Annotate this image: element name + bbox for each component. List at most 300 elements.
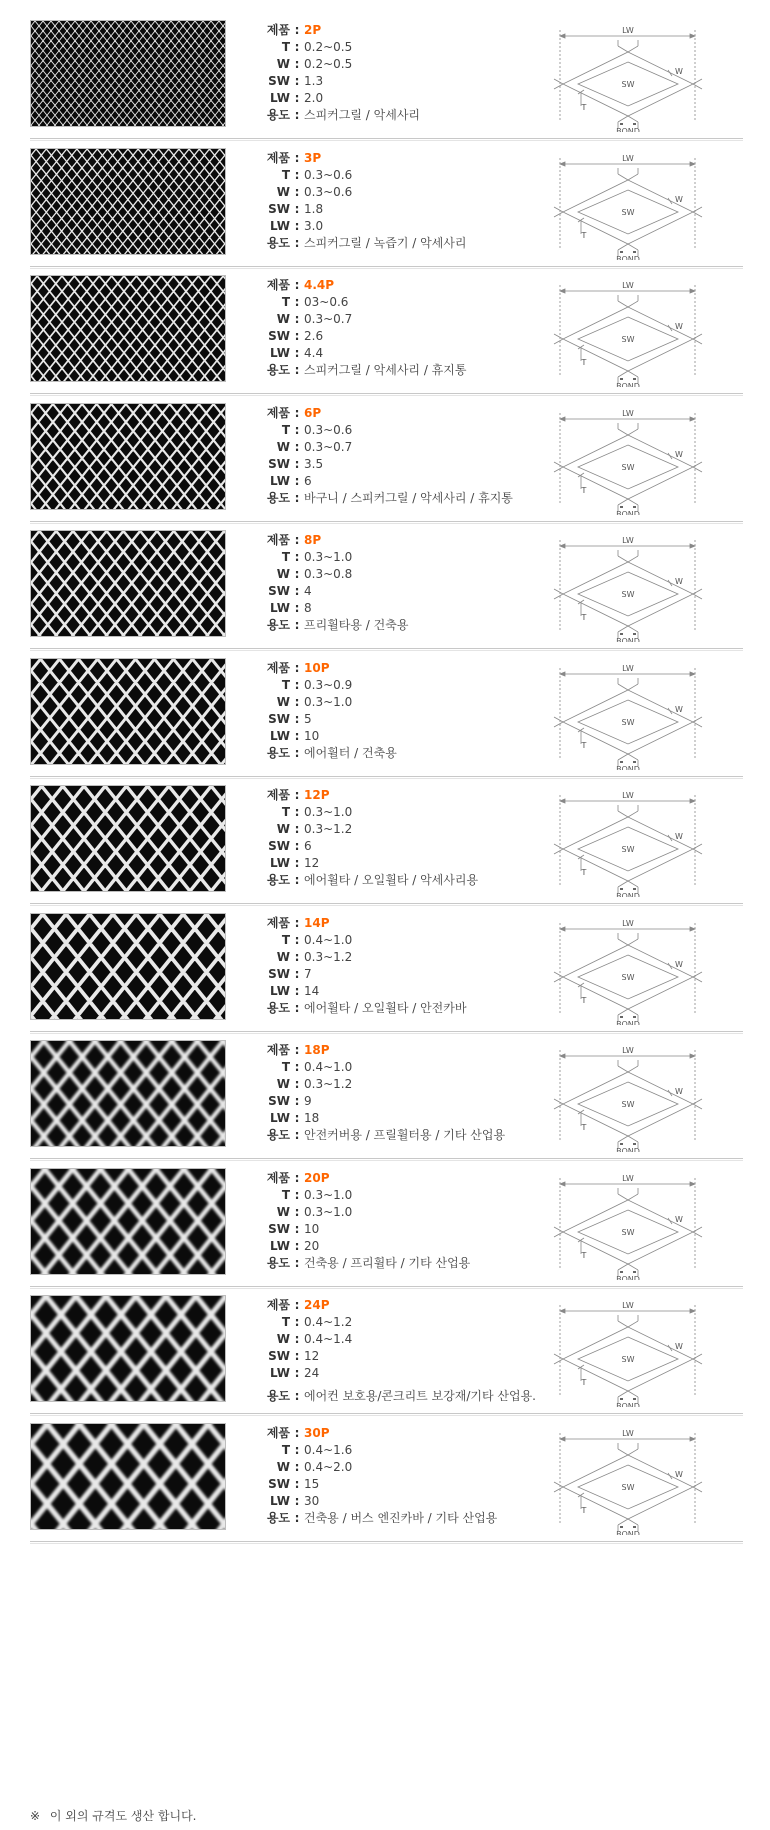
spec-product-name-value: 10P — [304, 660, 330, 675]
spec-thickness-line — [250, 677, 580, 694]
colon: : — [294, 533, 300, 547]
spec-width-key: W — [276, 567, 290, 581]
spec-usage-line — [250, 872, 580, 889]
colon: : — [294, 346, 300, 360]
spec-width-key: W — [276, 1204, 290, 1219]
spec-usage-line — [250, 1510, 580, 1527]
spec-long-way-value: 8 — [304, 601, 312, 615]
spec-thickness-key: T — [281, 550, 290, 564]
spec-product-name-key: 제품 — [266, 1298, 290, 1312]
spec-width-value: 0.3~0.7 — [304, 439, 353, 454]
diagram-frame — [548, 1032, 713, 1152]
spec-long-way-value: 20 — [304, 1238, 320, 1253]
diagram-t-label: T — [581, 613, 587, 622]
colon: : — [294, 490, 300, 505]
colon: : — [294, 201, 300, 216]
colon: : — [294, 1170, 300, 1185]
colon: : — [294, 456, 300, 471]
diagram-frame — [548, 140, 713, 260]
spec-long-way-line — [250, 983, 580, 1000]
colon: : — [294, 1315, 300, 1329]
mesh-photo-frame — [30, 148, 226, 255]
colon: : — [294, 822, 300, 836]
spec-short-way-value: 2.6 — [304, 329, 324, 343]
spec-product-name-value: 2P — [304, 23, 322, 37]
diagram-w-label: W — [675, 1469, 683, 1479]
diagram-sw-label: SW — [621, 80, 635, 89]
spec-long-way-value: 14 — [304, 983, 320, 998]
spec-width-key: W — [276, 1459, 290, 1474]
diagram-w-label: W — [675, 1342, 683, 1351]
spec-width-line — [250, 1331, 580, 1348]
spec-usage-line — [250, 107, 580, 124]
spec-long-way-key: LW — [270, 1111, 290, 1125]
spec-usage-line — [250, 745, 580, 762]
footnote — [30, 1807, 196, 1824]
spec-usage-key: 용도 — [266, 108, 290, 122]
spec-short-way-value: 3.5 — [304, 456, 324, 471]
diagram-w-label: W — [675, 194, 683, 204]
spec-short-way-key: SW — [268, 329, 290, 343]
spec-usage-value: 에어휠타 / 오일휠타 / 안전카바 — [304, 1000, 467, 1015]
colon: : — [294, 915, 300, 930]
mesh-cell-diagram — [548, 522, 713, 642]
spec-usage-line — [250, 1127, 580, 1144]
diagram-bond-label: BOND — [616, 1402, 640, 1407]
mesh-photo-frame — [30, 1423, 226, 1530]
spec-width-value: 0.3~0.8 — [304, 567, 353, 581]
spec-thickness-line — [250, 294, 580, 311]
colon: : — [294, 1442, 300, 1457]
colon: : — [294, 1510, 300, 1525]
diagram-lw-label: LW — [622, 408, 634, 418]
mesh-photo-frame — [30, 1040, 226, 1147]
diagram-t-label: T — [581, 995, 587, 1005]
colon: : — [294, 57, 300, 71]
colon: : — [294, 1298, 300, 1312]
diagram-w-label: W — [675, 1087, 683, 1096]
colon: : — [294, 1425, 300, 1440]
colon: : — [294, 932, 300, 947]
spec-usage-line — [250, 1000, 580, 1017]
spec-long-way-line — [250, 90, 580, 107]
spec-width-line — [250, 56, 580, 73]
spec-product-name-value: 4.4P — [304, 278, 335, 292]
spec-product-name-value: 30P — [304, 1425, 330, 1440]
colon: : — [294, 1111, 300, 1125]
spec-thickness-line — [250, 932, 580, 949]
spec-long-way-value: 24 — [304, 1366, 320, 1380]
spec-product-name-line — [250, 405, 580, 422]
colon: : — [294, 677, 300, 692]
spec-short-way-value: 10 — [304, 1221, 320, 1236]
product-row — [0, 658, 770, 768]
colon: : — [294, 1000, 300, 1015]
spec-thickness-key: T — [281, 1187, 290, 1202]
colon: : — [294, 278, 300, 292]
mesh-photo — [31, 276, 225, 381]
diagram-lw-label: LW — [622, 1301, 634, 1310]
colon: : — [294, 312, 300, 326]
spec-short-way-value: 5 — [304, 711, 312, 726]
mesh-cell-diagram — [548, 1032, 713, 1152]
spec-thickness-value: 0.3~0.6 — [304, 422, 353, 437]
colon: : — [294, 1493, 300, 1508]
spec-usage-value: 안전커버용 / 프릴휠터용 / 기타 산업용 — [304, 1128, 506, 1142]
product-row — [0, 1423, 770, 1533]
mesh-photo-frame — [30, 1295, 226, 1402]
spec-usage-line — [250, 235, 580, 252]
mesh-photo — [31, 786, 225, 891]
spec-width-value: 0.4~2.0 — [304, 1459, 353, 1474]
diagram-t-label: T — [581, 485, 587, 495]
colon: : — [294, 1060, 300, 1074]
colon: : — [294, 788, 300, 802]
mesh-photo-frame — [30, 785, 226, 892]
spec-usage-key: 용도 — [266, 363, 290, 377]
spec-width-line — [250, 1204, 580, 1221]
mesh-photo-frame — [30, 275, 226, 382]
colon: : — [294, 1389, 300, 1403]
spec-width-key: W — [276, 694, 290, 709]
colon: : — [294, 1476, 300, 1491]
spec-product-name-key: 제품 — [266, 278, 290, 292]
mesh-photo — [31, 21, 225, 126]
spec-width-value: 0.3~1.2 — [304, 1077, 353, 1091]
spec-short-way-line — [250, 328, 580, 345]
spec-width-line — [250, 439, 580, 456]
colon: : — [294, 1459, 300, 1474]
spec-long-way-line — [250, 1493, 580, 1510]
colon: : — [294, 363, 300, 377]
diagram-w-label: W — [675, 449, 683, 459]
spec-long-way-line — [250, 600, 580, 617]
spec-long-way-line — [250, 473, 580, 490]
spec-short-way-line — [250, 1476, 580, 1493]
diagram-bond-label: BOND — [616, 1274, 640, 1280]
mesh-cell-diagram — [548, 140, 713, 260]
mesh-photo-frame — [30, 403, 226, 510]
spec-short-way-value: 1.8 — [304, 201, 324, 216]
spec-product-name-line — [250, 1042, 580, 1059]
spec-usage-key: 용도 — [266, 1389, 290, 1403]
spec-product-name-line — [250, 787, 580, 804]
diagram-lw-label: LW — [622, 918, 634, 928]
spec-product-name-value: 18P — [304, 1043, 330, 1057]
mesh-photo — [31, 914, 225, 1019]
spec-product-name-key: 제품 — [266, 1043, 290, 1057]
spec-long-way-key: LW — [270, 473, 290, 488]
diagram-sw-label: SW — [621, 717, 635, 727]
spec-short-way-value: 4 — [304, 584, 312, 598]
spec-usage-value: 에어컨 보호용/콘크리트 보강재/기타 산업용. — [304, 1389, 537, 1403]
spec-thickness-key: T — [281, 422, 290, 437]
colon: : — [294, 711, 300, 726]
spec-block — [250, 915, 580, 1017]
diagram-lw-label: LW — [622, 663, 634, 673]
spec-thickness-key: T — [281, 40, 290, 54]
colon: : — [294, 1238, 300, 1253]
spec-width-line — [250, 311, 580, 328]
spec-usage-value: 건축용 / 프리휠타 / 기타 산업용 — [304, 1255, 471, 1270]
spec-block — [250, 532, 580, 634]
spec-usage-key: 용도 — [266, 618, 290, 632]
diagram-bond-label: BOND — [616, 764, 640, 770]
diagram-bond-label: BOND — [616, 1529, 640, 1535]
mesh-cell-diagram — [548, 1415, 713, 1535]
spec-product-name-key: 제품 — [266, 533, 290, 547]
spec-width-value: 0.3~1.0 — [304, 694, 353, 709]
spec-short-way-value: 9 — [304, 1094, 312, 1108]
diagram-lw-label: LW — [622, 26, 634, 35]
spec-block — [250, 1042, 580, 1144]
diagram-lw-label: LW — [622, 153, 634, 163]
spec-usage-key: 용도 — [266, 873, 290, 887]
diagram-bond-label: BOND — [616, 254, 640, 260]
colon: : — [294, 439, 300, 454]
spec-long-way-key: LW — [270, 983, 290, 998]
spec-product-name-line — [250, 1170, 580, 1187]
spec-short-way-value: 1.3 — [304, 74, 324, 88]
spec-long-way-line — [250, 855, 580, 872]
diagram-frame — [548, 650, 713, 770]
spec-short-way-line — [250, 583, 580, 600]
colon: : — [294, 567, 300, 581]
mesh-cell-diagram — [548, 395, 713, 515]
spec-product-name-line — [250, 277, 580, 294]
product-row — [0, 913, 770, 1023]
diagram-t-label: T — [581, 1250, 587, 1260]
mesh-photo-frame — [30, 1168, 226, 1275]
spec-usage-value: 스피커그릴 / 악세사리 — [304, 108, 421, 122]
spec-long-way-value: 10 — [304, 728, 320, 743]
spec-long-way-value: 4.4 — [304, 346, 324, 360]
spec-width-value: 0.3~0.7 — [304, 312, 353, 326]
spec-thickness-key: T — [281, 1442, 290, 1457]
spec-usage-line — [250, 490, 580, 507]
diagram-sw-label: SW — [621, 1355, 635, 1364]
product-row — [0, 1168, 770, 1278]
colon: : — [294, 728, 300, 743]
diagram-sw-label: SW — [621, 1100, 635, 1109]
spec-usage-value: 스피커그릴 / 녹즙기 / 악세사리 — [304, 235, 467, 250]
spec-long-way-key: LW — [270, 346, 290, 360]
diagram-bond-label: BOND — [616, 1019, 640, 1025]
spec-usage-key: 용도 — [266, 1255, 290, 1270]
spec-long-way-value: 3.0 — [304, 218, 324, 233]
diagram-sw-label: SW — [621, 590, 635, 599]
spec-short-way-line — [250, 456, 580, 473]
spec-usage-key: 용도 — [266, 1128, 290, 1142]
mesh-photo-frame — [30, 530, 226, 637]
spec-product-name-value: 3P — [304, 150, 322, 165]
spec-block — [250, 150, 580, 252]
spec-product-name-line — [250, 915, 580, 932]
colon: : — [294, 983, 300, 998]
diagram-lw-label: LW — [622, 791, 634, 800]
spec-short-way-value: 15 — [304, 1476, 320, 1491]
spec-short-way-key: SW — [268, 74, 290, 88]
spec-block — [250, 1170, 580, 1272]
colon: : — [294, 660, 300, 675]
mesh-cell-diagram — [548, 777, 713, 897]
colon: : — [294, 329, 300, 343]
spec-long-way-line — [250, 218, 580, 235]
mesh-photo-frame — [30, 658, 226, 765]
spec-thickness-key: T — [281, 932, 290, 947]
diagram-sw-label: SW — [621, 207, 635, 217]
colon: : — [294, 422, 300, 437]
spec-short-way-key: SW — [268, 1094, 290, 1108]
spec-usage-key: 용도 — [266, 490, 290, 505]
colon: : — [294, 218, 300, 233]
spec-product-name-line — [250, 532, 580, 549]
colon: : — [294, 745, 300, 760]
spec-width-value: 0.3~0.6 — [304, 184, 353, 199]
spec-product-name-line — [250, 660, 580, 677]
diagram-w-label: W — [675, 67, 683, 76]
spec-product-name-value: 8P — [304, 533, 322, 547]
colon: : — [294, 167, 300, 182]
spec-width-value: 0.3~1.2 — [304, 822, 353, 836]
diagram-frame — [548, 905, 713, 1025]
spec-block — [250, 1297, 580, 1405]
spec-short-way-key: SW — [268, 966, 290, 981]
spec-width-line — [250, 566, 580, 583]
spec-long-way-line — [250, 345, 580, 362]
mesh-cell-diagram — [548, 267, 713, 387]
spec-thickness-value: 0.4~1.2 — [304, 1315, 353, 1329]
spec-thickness-value: 0.2~0.5 — [304, 40, 353, 54]
spec-width-line — [250, 184, 580, 201]
colon: : — [294, 1187, 300, 1202]
spec-short-way-key: SW — [268, 201, 290, 216]
spec-thickness-key: T — [281, 677, 290, 692]
spec-short-way-line — [250, 966, 580, 983]
mesh-photo — [31, 1296, 225, 1401]
colon: : — [294, 584, 300, 598]
spec-short-way-line — [250, 1093, 580, 1110]
spec-product-name-key: 제품 — [266, 915, 290, 930]
diagram-t-label: T — [581, 1378, 587, 1387]
spec-usage-line — [250, 1388, 580, 1405]
spec-thickness-value: 0.3~1.0 — [304, 1187, 353, 1202]
spec-short-way-key: SW — [268, 839, 290, 853]
spec-thickness-key: T — [281, 167, 290, 182]
spec-thickness-value: 0.4~1.0 — [304, 932, 353, 947]
spec-product-name-key: 제품 — [266, 660, 290, 675]
mesh-photo — [31, 1041, 225, 1146]
product-row — [0, 1040, 770, 1150]
spec-product-name-line — [250, 1425, 580, 1442]
spec-width-key: W — [276, 439, 290, 454]
spec-thickness-line — [250, 1059, 580, 1076]
mesh-photo-frame — [30, 20, 226, 127]
diagram-lw-label: LW — [622, 281, 634, 290]
spec-long-way-key: LW — [270, 856, 290, 870]
product-row — [0, 785, 770, 895]
row-separator — [30, 1541, 743, 1544]
spec-width-key: W — [276, 822, 290, 836]
footnote-mark: ※ — [30, 1809, 41, 1823]
spec-short-way-value: 6 — [304, 839, 312, 853]
spec-thickness-key: T — [281, 295, 290, 309]
spec-thickness-value: 0.3~1.0 — [304, 805, 353, 819]
spec-thickness-value: 0.3~0.9 — [304, 677, 353, 692]
footnote-text: 이 외의 규격도 생산 합니다. — [49, 1809, 197, 1823]
spec-thickness-key: T — [281, 1315, 290, 1329]
spec-thickness-line — [250, 549, 580, 566]
mesh-photo — [31, 531, 225, 636]
spec-usage-value: 에어휠터 / 건축용 — [304, 745, 397, 760]
diagram-frame — [548, 522, 713, 642]
spec-product-name-line — [250, 1297, 580, 1314]
spec-short-way-key: SW — [268, 1221, 290, 1236]
colon: : — [294, 1332, 300, 1346]
mesh-cell-diagram — [548, 1160, 713, 1280]
diagram-bond-label: BOND — [616, 127, 640, 132]
spec-product-name-key: 제품 — [266, 1170, 290, 1185]
spec-short-way-line — [250, 711, 580, 728]
spec-width-value: 0.3~1.0 — [304, 1204, 353, 1219]
diagram-frame — [548, 267, 713, 387]
diagram-frame — [548, 1287, 713, 1407]
colon: : — [294, 694, 300, 709]
spec-long-way-value: 30 — [304, 1493, 320, 1508]
spec-block — [250, 22, 580, 124]
spec-short-way-key: SW — [268, 584, 290, 598]
colon: : — [294, 856, 300, 870]
colon: : — [294, 550, 300, 564]
spec-product-name-value: 24P — [304, 1298, 330, 1312]
spec-usage-value: 바구니 / 스피커그릴 / 악세사리 / 휴지통 — [304, 490, 513, 505]
mesh-cell-diagram — [548, 650, 713, 770]
spec-thickness-line — [250, 1314, 580, 1331]
spec-long-way-line — [250, 1238, 580, 1255]
spec-short-way-value: 7 — [304, 966, 312, 981]
colon: : — [294, 1094, 300, 1108]
colon: : — [294, 1043, 300, 1057]
diagram-sw-label: SW — [621, 972, 635, 982]
spec-usage-key: 용도 — [266, 1000, 290, 1015]
diagram-bond-label: BOND — [616, 892, 640, 897]
product-row — [0, 530, 770, 640]
mesh-cell-diagram — [548, 1287, 713, 1407]
spec-long-way-key: LW — [270, 91, 290, 105]
diagram-w-label: W — [675, 577, 683, 586]
spec-usage-value: 건축용 / 버스 엔진카바 / 기타 산업용 — [304, 1510, 498, 1525]
spec-short-way-line — [250, 1348, 580, 1365]
colon: : — [294, 949, 300, 964]
spec-thickness-key: T — [281, 805, 290, 819]
diagram-t-label: T — [581, 230, 587, 240]
spec-block — [250, 660, 580, 762]
spec-long-way-key: LW — [270, 1238, 290, 1253]
colon: : — [294, 405, 300, 420]
diagram-w-label: W — [675, 959, 683, 969]
spec-block — [250, 277, 580, 379]
colon: : — [294, 1366, 300, 1380]
colon: : — [294, 966, 300, 981]
spec-width-line — [250, 1076, 580, 1093]
colon: : — [294, 1204, 300, 1219]
spec-product-name-key: 제품 — [266, 1425, 290, 1440]
colon: : — [294, 473, 300, 488]
spec-product-name-value: 12P — [304, 788, 330, 802]
spec-usage-line — [250, 617, 580, 634]
spec-width-value: 0.2~0.5 — [304, 57, 353, 71]
mesh-photo — [31, 659, 225, 764]
